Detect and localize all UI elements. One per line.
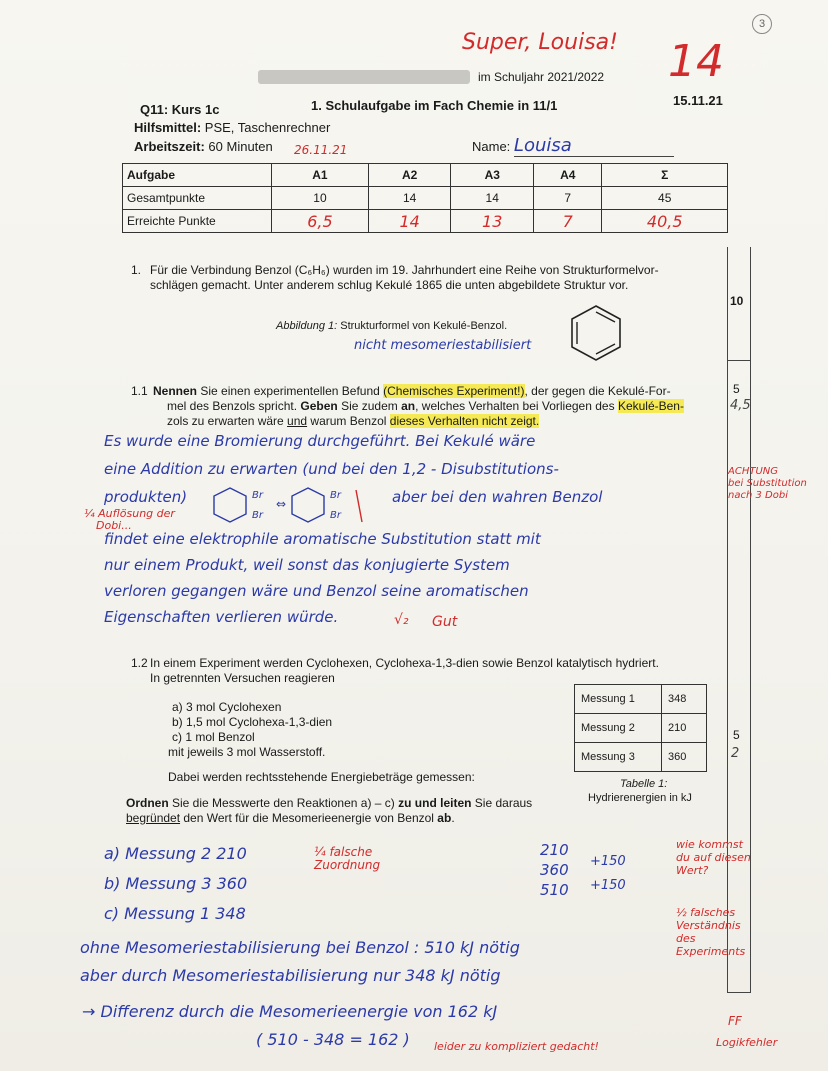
table-row: Messung 3 360 bbox=[575, 743, 707, 772]
answer-line: Es wurde eine Bromierung durchgeführt. Bei Kekulé wäre bbox=[104, 432, 536, 450]
table-row: Messung 2 210 bbox=[575, 714, 707, 743]
answer-c: c) Messung 1 348 bbox=[104, 904, 246, 923]
answer-line: verloren gegangen wäre und Benzol seine aromatischen bbox=[104, 582, 529, 600]
task1-1-points-got: 4,5 bbox=[730, 398, 751, 413]
task1-number: 1. bbox=[131, 263, 142, 277]
arbeitszeit: Arbeitszeit: 60 Minuten bbox=[134, 139, 273, 154]
task1-2-instruction: Ordnen Sie die Messwerte den Reaktionen a) – c) zu und leiten Sie daraus begründet den Wert für die Mesomerieenergie von Benzol ab. bbox=[126, 796, 533, 825]
wrong-assignment-note: ¼ falsche Zuordnung bbox=[314, 845, 381, 872]
task1-text: Für die Verbindung Benzol (C₆H₆) wurden im 19. Jahrhundert eine Reihe von Strukturformelvor- schlägen gemacht. Unter anderem schlug Kekulé 1865 die unten abgebildete Struktur vor. bbox=[150, 263, 659, 292]
figure-caption: Abbildung 1: Strukturformel von Kekulé-Benzol. bbox=[276, 320, 508, 332]
svg-text:Br: Br bbox=[330, 510, 341, 521]
student-name: Louisa bbox=[514, 135, 674, 157]
svg-text:Br: Br bbox=[252, 510, 263, 521]
grade-note: Gut bbox=[432, 614, 458, 630]
task1-points: 10 bbox=[730, 294, 744, 308]
redacted-school-name bbox=[258, 70, 470, 84]
points-margin-column bbox=[727, 247, 751, 993]
task1-1-text: Nennen Sie einen experimentellen Befund (Chemisches Experiment!), der gegen die Kekulé-For- mel des Benzols spricht. Geben Sie zudem an, welches Verhalten bei Vorliegen des Kekulé-Ben- zols zu erwarten wäre und warum Benzol dieses Verhalten nicht zeigt. bbox=[153, 384, 684, 428]
score-table-header: Aufgabe A1 A2 A3 A4 Σ bbox=[123, 164, 728, 187]
side-note-left: ¼ Auflösung der Dobi... bbox=[84, 507, 175, 532]
answer-line: findet eine elektrophile aromatische Substitution statt mit bbox=[104, 530, 541, 548]
hilfsmittel: Hilfsmittel: PSE, Taschenrechner bbox=[134, 120, 331, 135]
course-label: Q11: Kurs 1c bbox=[140, 102, 220, 117]
ff-note: FF bbox=[728, 1014, 742, 1028]
task1-2-points-got: 2 bbox=[731, 746, 740, 761]
table-row: Erreichte Punkte 6,5 14 13 7 40,5 bbox=[123, 210, 728, 233]
task1-1-number: 1.1 bbox=[131, 384, 148, 398]
answer-line: ( 510 - 348 = 162 ) bbox=[256, 1030, 410, 1049]
points-margin-divider bbox=[727, 360, 751, 361]
dibromo-structures-sketch bbox=[210, 480, 370, 530]
praise-note: Super, Louisa! bbox=[462, 30, 618, 55]
answer-line: ohne Mesomeriestabilisierung bei Benzol : 510 kJ nötig bbox=[80, 938, 520, 957]
svg-text:Br: Br bbox=[330, 490, 341, 501]
bracket-values: 210 360 510 bbox=[540, 841, 569, 899]
score-table bbox=[122, 163, 728, 233]
task1-2-points-max: 5 bbox=[733, 728, 740, 742]
name-line: Name: Louisa bbox=[472, 135, 674, 157]
answer-line: → Differenz durch die Mesomerieenergie von 162 kJ bbox=[82, 1002, 498, 1021]
answer-line: aber durch Mesomeriestabilisierung nur 348 kJ nötig bbox=[80, 966, 501, 985]
answer-line: eine Addition zu erwarten (und bei den 1,2 - Disubstitutions- bbox=[104, 460, 559, 478]
table-row: Gesamtpunkte 10 14 14 7 45 bbox=[123, 187, 728, 210]
total-score-big: 14 bbox=[668, 36, 724, 87]
bracket-diffs: +150 +150 bbox=[590, 854, 626, 893]
table-caption-subtitle: Hydrierenergien in kJ bbox=[588, 792, 692, 804]
handwritten-date: 26.11.21 bbox=[294, 143, 348, 157]
kekule-benzene-structure bbox=[566, 302, 626, 364]
logic-error-note: Logikfehler bbox=[716, 1036, 778, 1049]
answer-line: aber bei den wahren Benzol bbox=[392, 488, 603, 506]
task1-1-points-max: 5 bbox=[733, 382, 740, 396]
table-caption-title: Tabelle 1: bbox=[620, 778, 668, 790]
side-note-right: ACHTUNG bei Substitution nach 3 Dobi bbox=[728, 466, 807, 501]
figure-note: nicht mesomeriestabilisiert bbox=[354, 338, 532, 353]
svg-text:⇔: ⇔ bbox=[276, 497, 287, 511]
school-year: im Schuljahr 2021/2022 bbox=[478, 70, 605, 84]
answer-line: produkten) bbox=[104, 488, 188, 506]
answer-line: nur einem Produkt, weil sonst das konjugierte System bbox=[104, 556, 510, 574]
exam-title: 1. Schulaufgabe im Fach Chemie in 11/1 bbox=[311, 98, 558, 113]
understanding-note: ½ falsches Verständnis des Experiments bbox=[676, 906, 746, 958]
table-row: Messung 1 348 bbox=[575, 685, 707, 714]
answer-a: a) Messung 2 210 bbox=[104, 844, 247, 863]
svg-text:Br: Br bbox=[252, 490, 263, 501]
task1-2-number: 1.2 bbox=[131, 656, 148, 670]
check-mark: √₂ bbox=[394, 612, 409, 628]
answer-b: b) Messung 3 360 bbox=[104, 874, 248, 893]
hydrogenation-table bbox=[574, 684, 707, 772]
exam-date: 15.11.21 bbox=[673, 93, 723, 108]
question-note: wie kommst du auf diesen Wert? bbox=[676, 838, 751, 877]
page-number: 3 bbox=[752, 14, 772, 34]
task1-2-measure-text: Dabei werden rechtsstehende Energiebeträge gemessen: bbox=[168, 770, 475, 784]
complicated-note: leider zu kompliziert gedacht! bbox=[434, 1040, 599, 1053]
task1-2-items: a) 3 mol Cyclohexen b) 1,5 mol Cyclohexa-1,3-dien c) 1 mol Benzol mit jeweils 3 mol Wasserstoff. bbox=[168, 700, 333, 759]
task1-2-intro: In einem Experiment werden Cyclohexen, Cyclohexa-1,3-dien sowie Benzol katalytisch hydriert. In getrennten Versuchen reagieren bbox=[150, 656, 659, 685]
answer-line: Eigenschaften verlieren würde. bbox=[104, 608, 339, 626]
